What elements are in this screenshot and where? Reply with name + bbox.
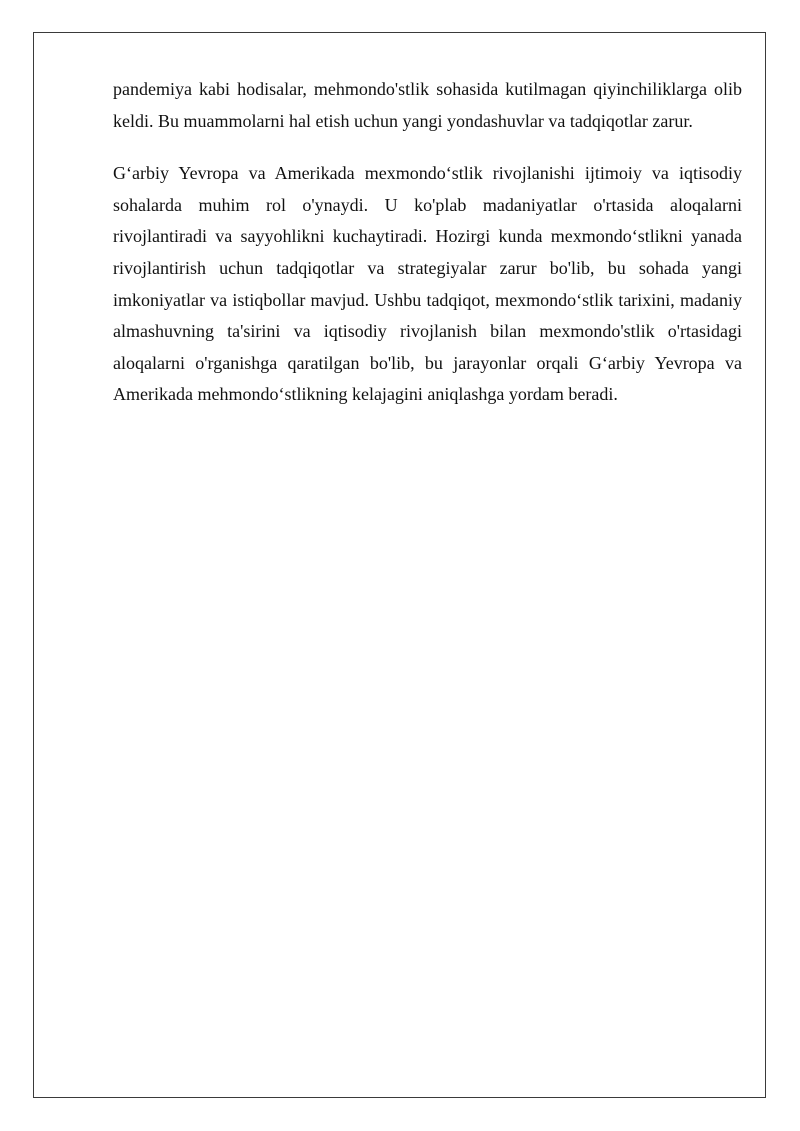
paragraph-1: pandemiya kabi hodisalar, mehmondo'stlik sohasida kutilmagan qiyinchiliklarga olib keldi. Bu muammolarni hal etish uchun yangi yondashuvlar va tadqiqotlar zarur. bbox=[113, 79, 742, 131]
paragraph-2: G‘arbiy Yevropa va Amerikada mexmondo‘stlik rivojlanishi ijtimoiy va iqtisodiy sohalarda muhim rol o'ynaydi. U ko'plab madaniyatlar o'rtasida aloqalarni rivojlantiradi va sayyohlikni kuchaytiradi. Hozirgi kunda mexmondo‘stlikni yanada rivojlantirish uchun tadqiqotlar va strategiyalar zarur bo'lib, bu sohada yangi imkoniyatlar va istiqbollar mavjud. Ushbu tadqiqot, mexmondo‘stlik tarixini, madaniy almashuvning ta'sirini va iqtisodiy rivojlanish bilan mexmondo'stlik o'rtasidagi aloqalarni o'rganishga qaratilgan bo'lib, bu jarayonlar orqali G‘arbiy Yevropa va Amerikada mehmondo‘stlikning kelajagini aniqlashga yordam beradi. bbox=[113, 163, 742, 405]
document-body bbox=[113, 74, 742, 411]
